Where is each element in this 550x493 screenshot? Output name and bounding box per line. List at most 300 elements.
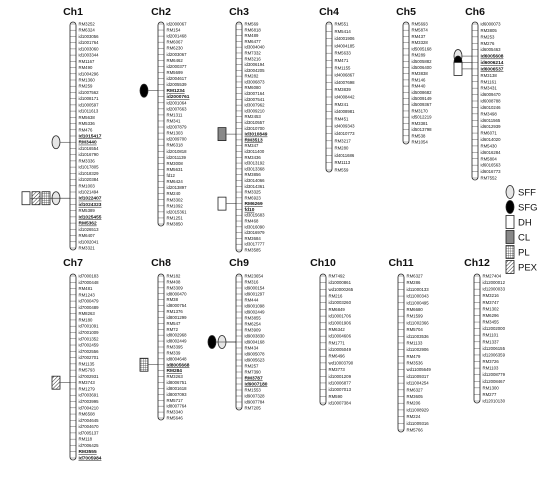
marker-label: RM6342: [328, 326, 345, 332]
chromosome-ch5: [396, 6, 432, 145]
legend-item-sfg: [506, 201, 538, 214]
marker-label: id5006400: [411, 64, 432, 70]
marker-label: id7001009: [78, 329, 99, 335]
marker-label: id3017777: [244, 241, 265, 247]
marker-label: id7000448: [78, 279, 99, 285]
marker-label: RM3805: [480, 27, 497, 33]
marker-label: id4011686: [334, 152, 355, 158]
marker-label: RM1376: [166, 309, 183, 314]
marker-label: RM280: [334, 145, 349, 151]
marker-label: id3014361: [244, 183, 265, 189]
marker-label: RM6462: [166, 57, 183, 63]
marker-label: id5005882: [411, 58, 432, 64]
marker-label: RM339: [166, 350, 181, 356]
legend-item-pl: [506, 246, 530, 259]
marker-label: RM440: [411, 83, 426, 89]
marker-label: id10003260: [328, 300, 351, 306]
marker-label: RM1092: [166, 203, 183, 209]
marker-label: RM253: [480, 34, 495, 40]
marker-label: RM3498: [480, 111, 497, 117]
marker-label: RM3336: [78, 158, 95, 164]
chromosome-bar: [236, 22, 242, 252]
marker-label: id7003691: [78, 392, 99, 398]
marker-label: RM6254: [244, 321, 261, 327]
marker-label: id9002449: [244, 309, 265, 315]
legend-item-cl: [506, 231, 530, 244]
marker-label: RM3850: [166, 221, 183, 227]
marker-label: id9007328: [244, 393, 265, 399]
qtl-cl: [218, 128, 236, 141]
marker-label: id7006425: [78, 442, 99, 448]
marker-label: RM7332: [244, 50, 261, 56]
marker-label: id1020384: [78, 177, 99, 183]
marker-label: RM1135: [78, 361, 95, 367]
marker-label: id1000597: [78, 102, 99, 108]
marker-label: RM7552: [480, 175, 497, 181]
marker-label: id7004210: [78, 405, 99, 411]
marker-label: id12010130: [482, 398, 505, 404]
marker-label: id3011400: [244, 148, 265, 154]
marker-label: id1024323: [78, 202, 102, 208]
marker-label: id1026513: [78, 226, 99, 232]
marker-label: id6014020: [480, 137, 501, 142]
marker-label: id7000183: [78, 273, 99, 279]
marker-label: RM1101: [482, 332, 499, 338]
marker-label: id7002459: [78, 342, 99, 348]
marker-label: RM3309: [166, 285, 183, 291]
marker-label: RM5414: [334, 28, 351, 34]
marker-label: id5009149: [411, 96, 432, 102]
marker-label: id9000154: [244, 285, 265, 291]
qtl-pl: [140, 358, 158, 371]
marker-label: RM3726: [482, 359, 499, 365]
legend-label: DH: [518, 217, 532, 229]
marker-label: RM434: [244, 345, 259, 351]
marker-label: RM216: [328, 293, 343, 299]
marker-label: id5005168: [411, 46, 432, 52]
marker-label: RM3436: [244, 154, 261, 160]
marker-label: id4004185: [334, 43, 355, 49]
marker-label: id2007663: [166, 106, 187, 112]
marker-label: id5009367: [411, 102, 432, 108]
marker-label: RM6318: [166, 142, 183, 148]
marker-label: id11002366: [406, 320, 429, 326]
marker-label: RM6296: [482, 312, 499, 318]
chromosome-ch8: [151, 257, 190, 421]
marker-label: RM5699: [166, 69, 183, 75]
marker-label: RM590: [328, 393, 343, 399]
marker-label: RM476: [78, 127, 93, 133]
marker-label: id12008779: [482, 372, 505, 378]
marker-label: id9007180: [244, 382, 268, 388]
marker-label: RM257: [244, 363, 259, 369]
marker-label: id1015417: [78, 134, 102, 140]
marker-label: id3004205: [244, 67, 265, 73]
legend-label: PL: [518, 247, 530, 259]
marker-label: id3006873: [244, 79, 265, 85]
marker-label: id5012219: [411, 114, 432, 120]
marker-label: id8000470: [166, 291, 187, 297]
qtl-symbol-cl: [218, 128, 226, 141]
marker-label: id1007562: [78, 89, 99, 95]
marker-label: RM5646: [166, 415, 183, 421]
marker-label: RM6680: [406, 306, 423, 312]
marker-label: id7001091: [78, 323, 99, 329]
legend-label: CL: [518, 232, 531, 244]
marker-label: RM6327: [406, 273, 423, 279]
legend-label: SFG: [518, 202, 538, 214]
marker-label: RM1003: [78, 183, 95, 189]
chromosome-ch7: [63, 257, 102, 462]
legend-swatch-dh: [506, 216, 514, 229]
marker-label: RM6424: [166, 179, 183, 185]
qtl-pex: [52, 376, 70, 389]
marker-label: id12002000: [482, 326, 505, 332]
marker-label: id3013368: [244, 166, 265, 172]
legend-item-dh: [506, 216, 532, 229]
marker-label: RM347: [244, 143, 259, 149]
marker-label: RM5693: [411, 21, 428, 27]
marker-label: id1003344: [78, 52, 99, 58]
marker-label: id7002701: [78, 355, 99, 361]
marker-label: id12000012: [482, 280, 505, 286]
marker-label: id10007013: [328, 387, 351, 393]
marker-label: id3007541: [244, 96, 265, 102]
marker-label: RM7205: [244, 405, 261, 411]
marker-label: RM1113: [334, 160, 351, 166]
chromosome-ch6: [465, 6, 504, 181]
marker-label: RM7492: [328, 273, 345, 279]
marker-label: id7004670: [78, 424, 99, 430]
marker-label: RM241: [334, 101, 349, 107]
marker-label: id1016790: [78, 152, 99, 158]
marker-label: id6005608: [480, 54, 504, 60]
marker-label: id1004296: [78, 71, 99, 77]
marker-label: id12008467: [482, 378, 505, 384]
marker-label: id10005049: [328, 347, 351, 353]
qtl-dh: [454, 62, 472, 75]
marker-label: id10004606: [328, 333, 351, 339]
marker-label: RM23654: [244, 273, 264, 279]
marker-label: id4007698: [334, 79, 355, 85]
marker-label: id6016563: [480, 162, 501, 168]
marker-label: id3007962: [244, 102, 265, 108]
marker-label: id2003067: [166, 51, 187, 57]
marker-label: RM8263: [78, 311, 95, 317]
marker-label: RM6477: [244, 38, 261, 44]
marker-label: RM3381: [411, 120, 428, 126]
marker-label: RM6327: [406, 387, 423, 393]
chromosome-title: Ch1: [63, 6, 83, 18]
chromosome-bar: [398, 274, 404, 432]
marker-label: RM6407: [78, 233, 95, 239]
marker-label: RM3585: [244, 247, 261, 253]
chromosome-bar: [70, 274, 76, 460]
marker-label: id4008442: [334, 94, 355, 100]
marker-label: id8002449: [166, 338, 187, 344]
marker-label: RM6849: [328, 306, 345, 312]
marker-label: RM3252: [78, 21, 95, 27]
marker-label: RM408: [166, 279, 181, 285]
legend-item-pex: [506, 261, 538, 274]
marker-label: fd10: [244, 207, 255, 213]
marker-label: RM489: [244, 33, 259, 39]
qtl-symbol-sfg: [208, 336, 216, 349]
chromosome-title: Ch7: [63, 257, 83, 269]
marker-label: RM276: [480, 40, 495, 46]
marker-label: id7000489: [78, 304, 99, 310]
marker-label: RM3684: [244, 235, 261, 241]
marker-label: RM154: [166, 27, 181, 33]
marker-label: RM3440: [78, 140, 97, 146]
marker-label: RM1161: [480, 79, 497, 85]
legend-swatch-cl: [506, 231, 514, 244]
qtl-symbol-pex: [52, 376, 60, 389]
marker-label: RM1553: [244, 387, 261, 393]
marker-label: id8007093: [166, 391, 187, 397]
marker-label: RM1133: [406, 340, 423, 346]
marker-label: id7005984: [78, 456, 102, 462]
marker-label: id11008929: [406, 407, 429, 413]
marker-label: id8001299: [166, 314, 187, 320]
marker-label: RM1599: [406, 313, 423, 319]
qtl-dh: [218, 197, 236, 210]
marker-label: RM341: [166, 118, 181, 124]
legend-swatch-pex: [506, 261, 514, 274]
marker-label: id11000495: [406, 300, 429, 306]
marker-label: RM3328: [411, 40, 428, 46]
marker-label: RM1771: [328, 340, 345, 346]
qtl-symbol-sfg: [140, 84, 148, 97]
marker-label: RM7390: [244, 369, 261, 375]
marker-label: RM180: [78, 317, 93, 323]
marker-label: RM479: [406, 353, 421, 359]
marker-label: RM240: [166, 191, 181, 197]
marker-label: RM1103: [482, 365, 499, 371]
marker-label: id3004040: [244, 44, 265, 50]
marker-label: id1011613: [78, 108, 99, 114]
marker-label: RM6067: [166, 39, 183, 45]
marker-label: RM6071: [480, 130, 497, 136]
marker-label: RM5362: [78, 221, 97, 227]
marker-label: id11009316: [406, 420, 429, 426]
marker-label: RM3263: [166, 374, 183, 380]
marker-label: RM5704: [406, 327, 423, 333]
marker-label: RM206: [406, 400, 421, 406]
marker-label: RM5793: [78, 367, 95, 373]
chromosome-ch12: [464, 257, 505, 404]
marker-label: id6016773: [480, 169, 501, 175]
marker-label: RM5804: [480, 156, 497, 162]
marker-label: RM5717: [166, 397, 183, 403]
marker-label: RM3787: [244, 376, 263, 382]
marker-label: RM3325: [244, 189, 261, 195]
marker-label: RM1155: [334, 65, 351, 71]
qtl-sfg: [140, 84, 158, 97]
chromosome-ch9: [229, 257, 268, 411]
chromosome-title: Ch8: [151, 257, 171, 269]
marker-label: id10001209: [328, 373, 351, 379]
marker-label: RM3856: [244, 172, 261, 178]
marker-label: id8000754: [166, 303, 187, 309]
marker-label: RM1300: [482, 385, 499, 391]
marker-label: id5013798: [411, 127, 432, 133]
marker-label: RM1054: [411, 139, 428, 145]
chromosome-ch3: [229, 6, 268, 253]
marker-label: id6009470: [480, 92, 501, 98]
marker-label: id7004645: [78, 417, 99, 423]
marker-label: id7002931: [78, 373, 99, 379]
legend-swatch-pl: [506, 246, 514, 259]
marker-label: id2009700: [166, 136, 187, 142]
marker-label: RM282: [244, 73, 259, 79]
marker-label: RM3773: [328, 367, 345, 373]
marker-label: RM468: [244, 218, 259, 224]
marker-label: RM38: [166, 297, 178, 303]
marker-label: RM1302: [482, 306, 499, 312]
marker-label: id2004617: [166, 76, 187, 82]
marker-label: id7003995: [78, 399, 99, 405]
marker-label: id6016284: [480, 149, 501, 155]
marker-label: RM5874: [411, 27, 428, 33]
marker-label: id11000133: [406, 286, 429, 292]
marker-label: RM6923: [244, 195, 261, 201]
marker-label: RM3395: [166, 344, 183, 350]
marker-label: RM3216: [482, 293, 499, 299]
chromosome-bar: [320, 274, 326, 405]
marker-label: RM5430: [480, 143, 497, 149]
marker-label: id3016090: [244, 224, 265, 230]
marker-label: id3007164: [244, 91, 265, 97]
marker-label: RM5633: [334, 50, 351, 56]
marker-label: RM547: [166, 320, 181, 326]
chromosome-ch1: [63, 6, 102, 251]
marker-label: RM5389: [78, 208, 95, 214]
marker-label: id11003536: [406, 333, 429, 339]
qtl-symbol-dh: [454, 62, 462, 75]
marker-label: id2011139: [166, 154, 186, 160]
marker-label: id10001906: [328, 320, 351, 326]
marker-label: RM1234: [166, 89, 185, 95]
legend-label: SFF: [518, 187, 536, 199]
marker-label: id1008171: [78, 96, 99, 102]
marker-label: id10006877: [328, 380, 351, 386]
marker-label: RM490: [78, 65, 93, 71]
marker-label: id2000067: [166, 21, 187, 27]
marker-label: id1017805: [78, 164, 99, 170]
marker-label: id1016554: [78, 145, 99, 151]
marker-label: RM551: [334, 21, 349, 27]
marker-label: id1003056: [78, 33, 99, 39]
marker-label: RM1337: [482, 339, 499, 345]
marker-label: RM146: [411, 77, 426, 83]
marker-label: RM3855: [244, 315, 261, 321]
marker-label: id4006867: [334, 72, 355, 78]
marker-label: id2005539: [166, 82, 187, 88]
marker-label: id6012939: [480, 124, 501, 130]
marker-label: id3010849: [244, 132, 268, 138]
marker-label: id4009343: [334, 123, 355, 129]
marker-label: RM3909: [244, 327, 261, 333]
marker-label: RM3743: [78, 380, 95, 386]
marker-label: id9005078: [244, 351, 265, 357]
marker-label: id3006194: [244, 62, 265, 68]
chromosome-ch11: [388, 257, 431, 433]
marker-label: id4008981: [334, 109, 355, 115]
marker-label: RM3138: [480, 72, 497, 78]
marker-label: RM27404: [482, 273, 502, 279]
marker-label: id3014066: [244, 177, 265, 183]
marker-label: id8001618: [166, 385, 187, 391]
marker-label: RM72: [166, 326, 178, 332]
marker-label: id10001706: [328, 313, 351, 319]
marker-label: RM6508: [78, 411, 95, 417]
marker-label: RM444: [244, 297, 259, 303]
marker-label: RM3431: [480, 85, 497, 91]
marker-label: RM5631: [166, 166, 183, 172]
marker-label: RM2453: [244, 114, 261, 120]
marker-label: id7002556: [78, 348, 99, 354]
marker-label: id12000033: [482, 286, 505, 292]
marker-label: id11000343: [406, 293, 429, 299]
marker-label: id9007784: [244, 399, 265, 405]
marker-label: RM1279: [78, 386, 95, 392]
marker-label: id9004168: [244, 339, 265, 345]
marker-label: id1025455: [78, 215, 102, 221]
marker-label: id8002968: [166, 332, 187, 338]
chromosome-ch4: [319, 6, 355, 173]
marker-label: RM5766: [406, 427, 423, 433]
marker-label: RM3455: [482, 319, 499, 325]
marker-label: id10007384: [328, 400, 351, 406]
marker-label: RM559: [334, 167, 349, 173]
marker-label: RM437: [411, 33, 426, 39]
marker-label: RM3838: [411, 71, 428, 77]
marker-label: id8005668: [166, 363, 190, 369]
marker-label: RM1311: [166, 112, 183, 118]
chromosome-title: Ch9: [229, 257, 249, 269]
marker-label: RM3555: [78, 450, 97, 456]
marker-label: id6011565: [480, 117, 501, 123]
marker-label: RM569: [244, 21, 259, 27]
legend-swatch-sff: [506, 186, 514, 199]
marker-label: id2001064: [166, 100, 187, 106]
marker-label: RM1251: [166, 215, 183, 221]
marker-label: id3013192: [244, 160, 265, 166]
marker-label: id8007764: [166, 403, 187, 409]
marker-label: id5008682: [411, 89, 432, 95]
marker-label: id9001297: [244, 291, 265, 297]
legend: [506, 186, 538, 274]
chromosome-title: Ch4: [319, 6, 339, 18]
marker-label: RM481: [78, 286, 93, 292]
marker-label: id7000479: [78, 298, 99, 304]
marker-label: id2015361: [166, 209, 187, 215]
chromosome-bar: [403, 22, 409, 144]
marker-label: id6006537: [480, 67, 504, 73]
chromosome-bar: [158, 22, 164, 226]
marker-label: RM277: [482, 391, 497, 397]
marker-label: id1021494: [78, 189, 99, 195]
marker-label: RM3513: [244, 138, 263, 144]
marker-label: id9003830: [244, 333, 265, 339]
marker-label: RM6496: [328, 353, 345, 359]
marker-label: RM259: [78, 83, 93, 89]
chromosome-title: Ch11: [388, 257, 414, 269]
marker-label: id1003060: [78, 46, 99, 52]
chromosome-title: Ch10: [310, 257, 336, 269]
marker-label: RM3321: [78, 245, 95, 251]
